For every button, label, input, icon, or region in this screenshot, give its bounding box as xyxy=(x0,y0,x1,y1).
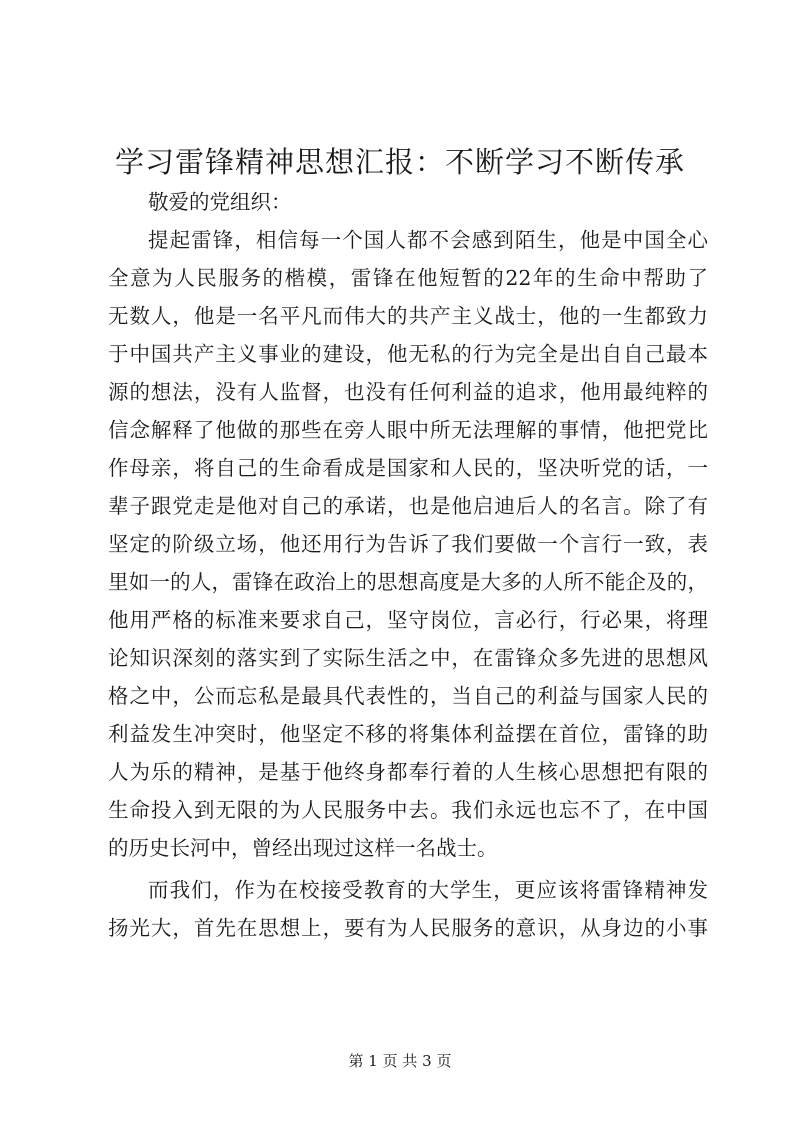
document-body xyxy=(108,183,708,947)
paragraph-line: 源的想法，没有人监督，也没有任何利益的追求，他用最纯粹的 xyxy=(108,380,708,404)
paragraph-1 xyxy=(108,221,708,867)
paragraph-line: 他用严格的标准来要求自己，坚守岗位，言必行，行必果，将理 xyxy=(108,608,708,632)
paragraph-line: 辈子跟党走是他对自己的承诺，也是他启迪后人的名言。除了有 xyxy=(108,494,708,518)
document-title: 学习雷锋精神思想汇报：不断学习不断传承 xyxy=(114,145,685,179)
paragraph-line: 于中国共产主义事业的建设，他无私的行为完全是出自自己最本 xyxy=(108,342,708,366)
paragraph-line: 提起雷锋，相信每一个国人都不会感到陌生，他是中国全心 xyxy=(148,228,708,252)
paragraph-line: 坚定的阶级立场，他还用行为告诉了我们要做一个言行一致，表 xyxy=(108,532,708,556)
salutation: 敬爱的党组织： xyxy=(148,190,292,214)
paragraph-line: 信念解释了他做的那些在旁人眼中所无法理解的事情，他把党比 xyxy=(108,418,708,442)
paragraph-line: 里如一的人，雷锋在政治上的思想高度是大多的人所不能企及的， xyxy=(108,570,708,594)
paragraph-line: 格之中，公而忘私是最具代表性的，当自己的利益与国家人民的 xyxy=(108,684,708,708)
paragraph-line: 全意为人民服务的楷模，雷锋在他短暂的22年的生命中帮助了 xyxy=(108,266,708,290)
paragraph-2 xyxy=(108,871,708,947)
paragraph-line: 作母亲，将自己的生命看成是国家和人民的，坚决听党的话，一 xyxy=(108,456,708,480)
paragraph-line: 而我们，作为在校接受教育的大学生，更应该将雷锋精神发 xyxy=(148,878,708,902)
paragraph-line: 扬光大，首先在思想上，要有为人民服务的意识，从身边的小事 xyxy=(108,916,708,940)
paragraph-line: 论知识深刻的落实到了实际生活之中，在雷锋众多先进的思想风 xyxy=(108,646,708,670)
paragraph-line: 的历史长河中，曾经出现过这样一名战士。 xyxy=(108,836,498,860)
paragraph-line: 利益发生冲突时，他坚定不移的将集体利益摆在首位，雷锋的助 xyxy=(108,722,708,746)
paragraph-line: 无数人，他是一名平凡而伟大的共产主义战士，他的一生都致力 xyxy=(108,304,708,328)
paragraph-line: 生命投入到无限的为人民服务中去。我们永远也忘不了，在中国 xyxy=(108,798,708,822)
paragraph-line: 人为乐的精神，是基于他终身都奉行着的人生核心思想把有限的 xyxy=(108,760,708,784)
page-indicator: 第 1 页 共 3 页 xyxy=(348,1052,452,1070)
